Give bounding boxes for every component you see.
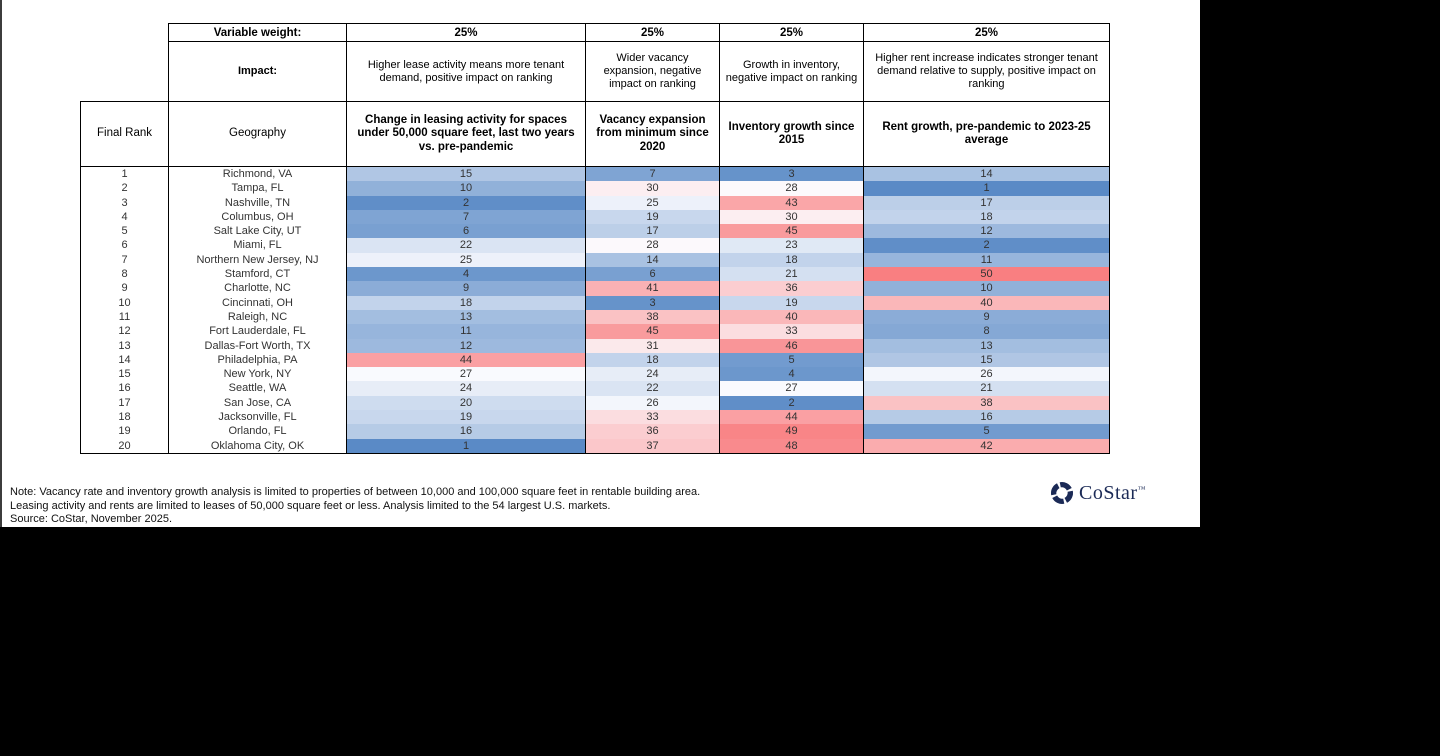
value-cell: 6: [347, 224, 586, 238]
variable-weight-label: Variable weight:: [169, 24, 347, 42]
value-cell: 14: [864, 167, 1110, 182]
table-row: [81, 396, 1110, 410]
geography-cell: Northern New Jersey, NJ: [169, 253, 347, 267]
geography-cell: Richmond, VA: [169, 167, 347, 182]
column-header-row: [81, 102, 1110, 167]
rank-cell: 10: [81, 296, 169, 310]
rank-cell: 11: [81, 310, 169, 324]
value-cell: 4: [720, 367, 864, 381]
value-cell: 12: [347, 339, 586, 353]
value-cell: 19: [347, 410, 586, 424]
spacer-cell: [81, 42, 169, 102]
variable-weight-row: [81, 24, 1110, 42]
ranking-table: [80, 23, 1110, 454]
header-geography: Geography: [169, 102, 347, 167]
value-cell: 19: [586, 210, 720, 224]
value-cell: 2: [720, 396, 864, 410]
value-cell: 3: [586, 296, 720, 310]
geography-cell: Raleigh, NC: [169, 310, 347, 324]
value-cell: 24: [586, 367, 720, 381]
table-row: [81, 196, 1110, 210]
table-row: [81, 224, 1110, 238]
geography-cell: Stamford, CT: [169, 267, 347, 281]
value-cell: 38: [864, 396, 1110, 410]
value-cell: 1: [347, 439, 586, 454]
header-final-rank: Final Rank: [81, 102, 169, 167]
value-cell: 8: [864, 324, 1110, 338]
value-cell: 30: [720, 210, 864, 224]
table-row: [81, 339, 1110, 353]
value-cell: 2: [864, 238, 1110, 252]
value-cell: 31: [586, 339, 720, 353]
value-cell: 42: [864, 439, 1110, 454]
value-cell: 20: [347, 396, 586, 410]
value-cell: 50: [864, 267, 1110, 281]
header-leasing-activity: Change in leasing activity for spaces under 50,000 square feet, last two years vs. pre-pandemic: [347, 102, 586, 167]
value-cell: 45: [586, 324, 720, 338]
footnote-line-3: Source: CoStar, November 2025.: [10, 513, 173, 525]
value-cell: 11: [864, 253, 1110, 267]
rank-cell: 1: [81, 167, 169, 182]
value-cell: 18: [720, 253, 864, 267]
geography-cell: Seattle, WA: [169, 381, 347, 395]
costar-logo: [1050, 481, 1146, 505]
value-cell: 27: [347, 367, 586, 381]
value-cell: 17: [586, 224, 720, 238]
value-cell: 37: [586, 439, 720, 454]
rank-cell: 5: [81, 224, 169, 238]
value-cell: 3: [720, 167, 864, 182]
geography-cell: Columbus, OH: [169, 210, 347, 224]
footnote-line-1: Note: Vacancy rate and inventory growth analysis is limited to properties of between 10,000 and 100,000 square feet in rentable building area.: [10, 486, 701, 498]
value-cell: 13: [347, 310, 586, 324]
value-cell: 9: [347, 281, 586, 295]
table-row: [81, 439, 1110, 454]
geography-cell: San Jose, CA: [169, 396, 347, 410]
value-cell: 40: [864, 296, 1110, 310]
value-cell: 33: [586, 410, 720, 424]
table-row: [81, 310, 1110, 324]
table-row: [81, 381, 1110, 395]
value-cell: 36: [586, 424, 720, 438]
geography-cell: New York, NY: [169, 367, 347, 381]
header-inventory-growth: Inventory growth since 2015: [720, 102, 864, 167]
geography-cell: Cincinnati, OH: [169, 296, 347, 310]
header-vacancy-expansion: Vacancy expansion from minimum since 2020: [586, 102, 720, 167]
table-row: [81, 367, 1110, 381]
table-row: [81, 253, 1110, 267]
value-cell: 7: [347, 210, 586, 224]
footnote-line-2: Leasing activity and rents are limited to leases of 50,000 square feet or less. Analysis limited to the 54 largest U.S. markets.: [10, 499, 611, 512]
footnotes: [10, 486, 700, 527]
table-row: [81, 324, 1110, 338]
geography-cell: Nashville, TN: [169, 196, 347, 210]
value-cell: 46: [720, 339, 864, 353]
value-cell: 18: [864, 210, 1110, 224]
value-cell: 6: [586, 267, 720, 281]
geography-cell: Charlotte, NC: [169, 281, 347, 295]
value-cell: 4: [347, 267, 586, 281]
value-cell: 28: [720, 181, 864, 195]
table-row: [81, 181, 1110, 195]
rank-cell: 15: [81, 367, 169, 381]
value-cell: 49: [720, 424, 864, 438]
value-cell: 12: [864, 224, 1110, 238]
value-cell: 16: [864, 410, 1110, 424]
rank-cell: 9: [81, 281, 169, 295]
geography-cell: Philadelphia, PA: [169, 353, 347, 367]
table-row: [81, 296, 1110, 310]
value-cell: 41: [586, 281, 720, 295]
costar-logo-text: CoStar™: [1079, 481, 1146, 504]
value-cell: 10: [347, 181, 586, 195]
impact-vacancy: Wider vacancy expansion, negative impact on ranking: [586, 42, 720, 102]
geography-cell: Fort Lauderdale, FL: [169, 324, 347, 338]
geography-cell: Miami, FL: [169, 238, 347, 252]
value-cell: 28: [586, 238, 720, 252]
rank-cell: 3: [81, 196, 169, 210]
value-cell: 13: [864, 339, 1110, 353]
value-cell: 10: [864, 281, 1110, 295]
value-cell: 18: [347, 296, 586, 310]
value-cell: 44: [720, 410, 864, 424]
value-cell: 48: [720, 439, 864, 454]
geography-cell: Oklahoma City, OK: [169, 439, 347, 454]
value-cell: 21: [864, 381, 1110, 395]
table-body: [81, 167, 1110, 454]
geography-cell: Salt Lake City, UT: [169, 224, 347, 238]
value-cell: 33: [720, 324, 864, 338]
value-cell: 21: [720, 267, 864, 281]
impact-leasing: Higher lease activity means more tenant demand, positive impact on ranking: [347, 42, 586, 102]
value-cell: 26: [864, 367, 1110, 381]
weight-vacancy: 25%: [586, 24, 720, 42]
header-rent-growth: Rent growth, pre-pandemic to 2023-25 average: [864, 102, 1110, 167]
value-cell: 36: [720, 281, 864, 295]
rank-cell: 6: [81, 238, 169, 252]
rank-cell: 13: [81, 339, 169, 353]
value-cell: 38: [586, 310, 720, 324]
impact-row: [81, 42, 1110, 102]
value-cell: 5: [864, 424, 1110, 438]
rank-cell: 2: [81, 181, 169, 195]
value-cell: 19: [720, 296, 864, 310]
weight-inventory: 25%: [720, 24, 864, 42]
table-row: [81, 281, 1110, 295]
value-cell: 27: [720, 381, 864, 395]
value-cell: 25: [586, 196, 720, 210]
costar-trademark: ™: [1137, 483, 1146, 493]
rank-cell: 14: [81, 353, 169, 367]
impact-inventory: Growth in inventory, negative impact on ranking: [720, 42, 864, 102]
rank-cell: 12: [81, 324, 169, 338]
value-cell: 15: [864, 353, 1110, 367]
costar-logo-icon: [1050, 481, 1074, 505]
rank-cell: 8: [81, 267, 169, 281]
impact-rent: Higher rent increase indicates stronger tenant demand relative to supply, positive impact on ranking: [864, 42, 1110, 102]
table-row: [81, 410, 1110, 424]
rank-cell: 19: [81, 424, 169, 438]
value-cell: 2: [347, 196, 586, 210]
rank-cell: 18: [81, 410, 169, 424]
value-cell: 22: [586, 381, 720, 395]
value-cell: 14: [586, 253, 720, 267]
geography-cell: Dallas-Fort Worth, TX: [169, 339, 347, 353]
value-cell: 5: [720, 353, 864, 367]
value-cell: 30: [586, 181, 720, 195]
value-cell: 25: [347, 253, 586, 267]
value-cell: 15: [347, 167, 586, 182]
geography-cell: Orlando, FL: [169, 424, 347, 438]
value-cell: 44: [347, 353, 586, 367]
table-row: [81, 238, 1110, 252]
value-cell: 1: [864, 181, 1110, 195]
value-cell: 16: [347, 424, 586, 438]
value-cell: 17: [864, 196, 1110, 210]
value-cell: 24: [347, 381, 586, 395]
table-row: [81, 424, 1110, 438]
weight-rent: 25%: [864, 24, 1110, 42]
value-cell: 9: [864, 310, 1110, 324]
table-row: [81, 167, 1110, 182]
value-cell: 11: [347, 324, 586, 338]
weight-leasing: 25%: [347, 24, 586, 42]
value-cell: 45: [720, 224, 864, 238]
spacer-cell: [81, 24, 169, 42]
rank-cell: 17: [81, 396, 169, 410]
value-cell: 26: [586, 396, 720, 410]
value-cell: 40: [720, 310, 864, 324]
table-row: [81, 267, 1110, 281]
rank-cell: 16: [81, 381, 169, 395]
rank-cell: 4: [81, 210, 169, 224]
table-row: [81, 353, 1110, 367]
value-cell: 23: [720, 238, 864, 252]
impact-label: Impact:: [169, 42, 347, 102]
rank-cell: 7: [81, 253, 169, 267]
geography-cell: Tampa, FL: [169, 181, 347, 195]
value-cell: 7: [586, 167, 720, 182]
value-cell: 43: [720, 196, 864, 210]
value-cell: 22: [347, 238, 586, 252]
value-cell: 18: [586, 353, 720, 367]
rank-cell: 20: [81, 439, 169, 454]
geography-cell: Jacksonville, FL: [169, 410, 347, 424]
table-row: [81, 210, 1110, 224]
